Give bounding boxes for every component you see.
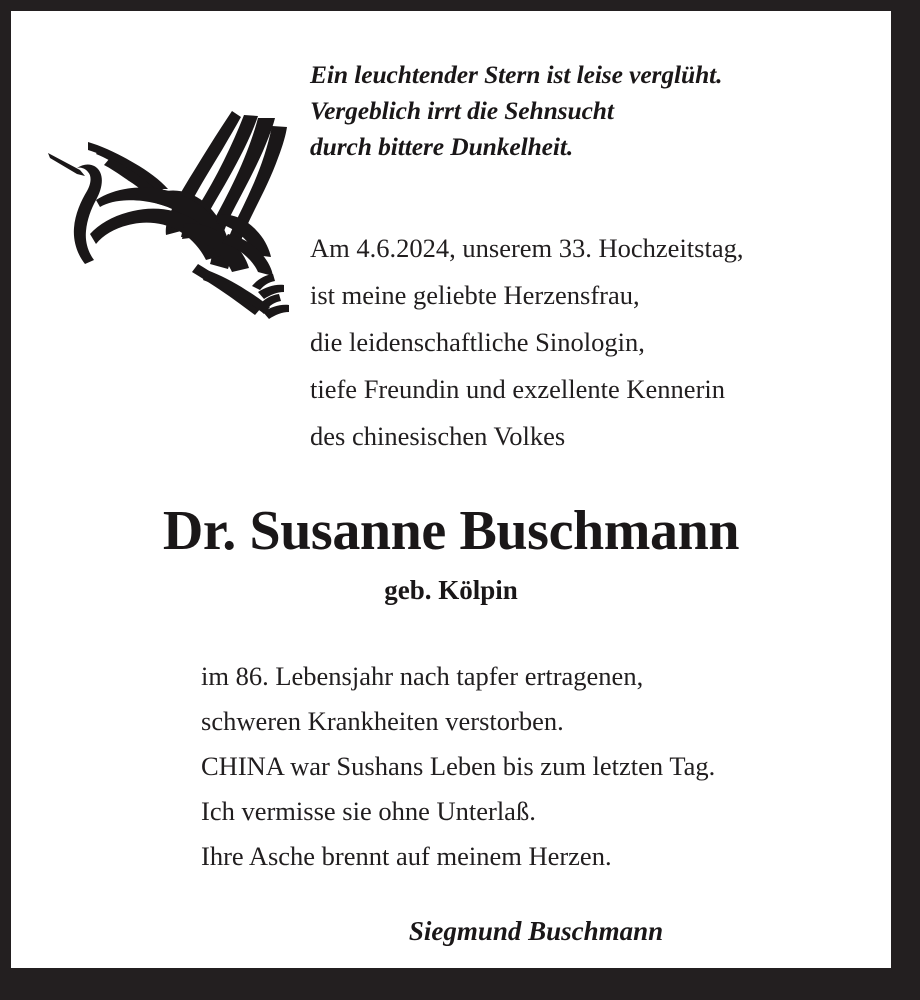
body-paragraph [201, 654, 871, 879]
epigraph-line: Vergeblich irrt die Sehnsucht [310, 96, 614, 125]
body-line: CHINA war Sushans Leben bis zum letzten Tag. [201, 751, 716, 781]
body-line: im 86. Lebensjahr nach tapfer ertragenen, [201, 661, 644, 691]
epigraph-verse [310, 57, 880, 165]
intro-line: die leidenschaftliche Sinologin, [310, 327, 645, 357]
body-line: schweren Krankheiten verstorben. [201, 706, 564, 736]
intro-line: Am 4.6.2024, unserem 33. Hochzeitstag, [310, 233, 744, 263]
deceased-maiden-name: geb. Kölpin [384, 575, 518, 605]
intro-line: ist meine geliebte Herzensfrau, [310, 280, 640, 310]
body-line: Ich vermisse sie ohne Unterlaß. [201, 796, 536, 826]
intro-line: des chinesischen Volkes [310, 421, 566, 451]
body-line: Ihre Asche brennt auf meinem Herzen. [201, 841, 612, 871]
flying-crane-icon [44, 96, 294, 321]
epigraph-line: durch bittere Dunkelheit. [310, 132, 574, 161]
intro-paragraph [310, 225, 890, 460]
deceased-name: Dr. Susanne Buschmann [162, 500, 740, 562]
intro-line: tiefe Freundin und exzellente Kennerin [310, 374, 726, 404]
deceased-name-block [11, 498, 891, 607]
signature: Siegmund Buschmann [408, 916, 664, 946]
epigraph-line: Ein leuchtender Stern ist leise verglüht. [310, 60, 723, 89]
notice-sheet [11, 11, 891, 968]
